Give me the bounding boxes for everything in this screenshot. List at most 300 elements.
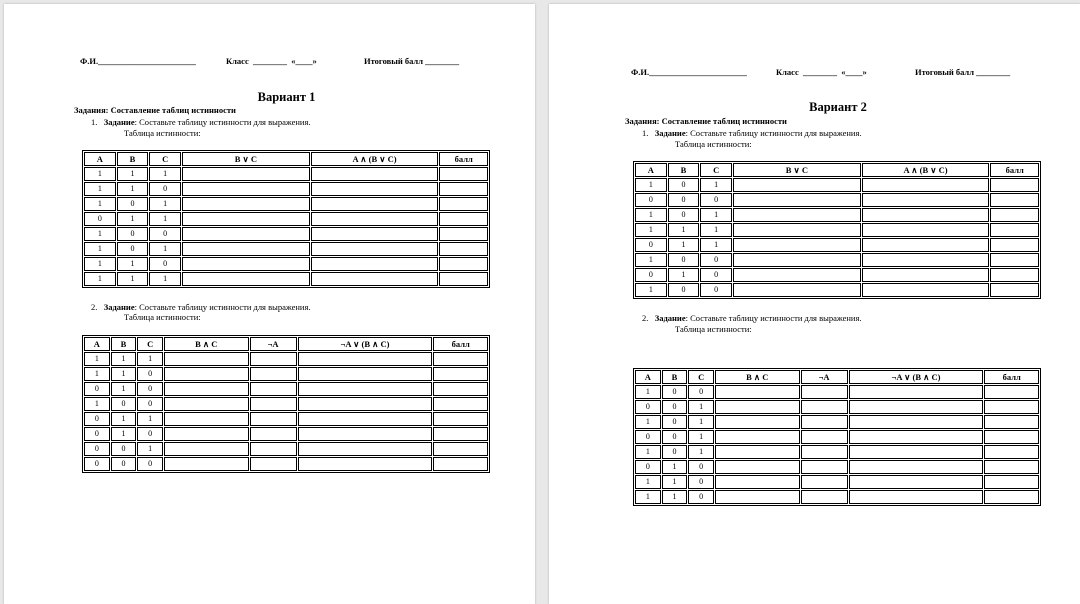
table-row [84,412,488,426]
answer-cell[interactable] [715,445,800,459]
answer-cell[interactable] [311,242,439,256]
answer-cell[interactable] [439,242,488,256]
answer-cell[interactable] [298,457,433,471]
answer-cell[interactable] [298,427,433,441]
table-cell: 0 [635,460,661,474]
table-cell: 0 [84,212,116,226]
answer-cell[interactable] [433,412,488,426]
task-1-line [642,128,862,138]
table-cell: 0 [668,193,700,207]
truth-table-1 [82,150,490,288]
table-cell: 1 [635,283,667,297]
table-cell: 1 [688,430,714,444]
table-cell: 1 [668,238,700,252]
task-text: : Составьте таблицу истинности для выражения. [685,313,862,323]
table-row [84,242,488,256]
table-cell: 1 [635,385,661,399]
answer-cell[interactable] [439,197,488,211]
column-header: B ∧ C [715,370,800,384]
table-cell: 0 [635,400,661,414]
table-cell: 0 [111,457,137,471]
answer-cell[interactable] [433,457,488,471]
table-cell: 1 [117,212,149,226]
table-cell: 0 [137,367,163,381]
answer-cell[interactable] [990,193,1039,207]
table-cell: 0 [688,385,714,399]
table-row [635,223,1039,237]
answer-cell[interactable] [984,430,1039,444]
answer-cell[interactable] [298,352,433,366]
table-cell: 0 [700,283,732,297]
task-number: 2. [642,313,649,323]
table-cell: 1 [700,238,732,252]
table-row [84,272,488,286]
column-header: A [635,370,661,384]
fio-field: Ф.И._______________________ [80,56,196,66]
answer-cell[interactable] [862,223,990,237]
answer-cell[interactable] [990,268,1039,282]
answer-cell[interactable] [164,412,249,426]
table-cell: 1 [635,223,667,237]
table-cell: 1 [662,475,688,489]
task-2-line [642,313,862,323]
answer-cell[interactable] [715,430,800,444]
answer-cell[interactable] [164,442,249,456]
answer-cell[interactable] [250,397,297,411]
table-cell: 1 [635,490,661,504]
answer-cell[interactable] [733,178,861,192]
table-cell: 1 [662,460,688,474]
total-score-field: Итоговый балл ________ [915,67,1011,77]
tasks-heading: Задания: Составление таблиц истинности [625,116,787,126]
column-header: балл [990,163,1039,177]
table-cell: 0 [84,457,110,471]
table-caption: Таблица истинности: [124,312,201,322]
table-cell: 1 [111,352,137,366]
table-cell: 0 [688,475,714,489]
column-header: ¬A [250,337,297,351]
answer-cell[interactable] [182,227,310,241]
task-number: 1. [642,128,649,138]
table-header-row [635,370,1039,384]
answer-cell[interactable] [849,460,984,474]
answer-cell[interactable] [801,490,848,504]
answer-cell[interactable] [164,397,249,411]
table-cell: 0 [668,178,700,192]
table-cell: 0 [137,457,163,471]
table-cell: 0 [635,268,667,282]
answer-cell[interactable] [715,460,800,474]
answer-cell[interactable] [984,490,1039,504]
answer-cell[interactable] [311,167,439,181]
answer-cell[interactable] [990,238,1039,252]
table-cell: 0 [635,193,667,207]
column-header: A [635,163,667,177]
table-cell: 0 [700,193,732,207]
column-header: балл [433,337,488,351]
answer-cell[interactable] [439,272,488,286]
table-cell: 0 [668,253,700,267]
answer-cell[interactable] [990,283,1039,297]
answer-cell[interactable] [733,253,861,267]
table-cell: 1 [635,475,661,489]
table-row [84,182,488,196]
table-row [635,490,1039,504]
table-row [635,208,1039,222]
table-cell: 0 [688,460,714,474]
answer-cell[interactable] [250,412,297,426]
table-cell: 0 [662,385,688,399]
answer-cell[interactable] [862,268,990,282]
answer-cell[interactable] [439,227,488,241]
answer-cell[interactable] [984,415,1039,429]
answer-cell[interactable] [849,475,984,489]
table-cell: 1 [84,197,116,211]
table-row [635,415,1039,429]
task-label: Задание [654,313,686,323]
answer-cell[interactable] [984,385,1039,399]
table-row [635,178,1039,192]
table-row [84,397,488,411]
table-cell: 1 [149,272,181,286]
answer-cell[interactable] [439,212,488,226]
table-row [84,167,488,181]
table-cell: 1 [117,257,149,271]
table-cell: 1 [117,182,149,196]
answer-cell[interactable] [715,385,800,399]
answer-cell[interactable] [984,460,1039,474]
table-row [84,442,488,456]
table-cell: 0 [137,382,163,396]
column-header: C [700,163,732,177]
answer-cell[interactable] [862,283,990,297]
table-cell: 1 [84,257,116,271]
task-1-line [91,117,311,127]
answer-cell[interactable] [311,272,439,286]
table-row [635,400,1039,414]
answer-cell[interactable] [715,400,800,414]
answer-cell[interactable] [439,257,488,271]
table-cell: 0 [84,442,110,456]
task-text: : Составьте таблицу истинности для выражения. [685,128,862,138]
table-cell: 0 [635,238,667,252]
task-label: Задание [103,302,135,312]
table-cell: 1 [84,182,116,196]
table-cell: 0 [117,197,149,211]
table-cell: 0 [117,227,149,241]
task-number: 1. [91,117,98,127]
answer-cell[interactable] [250,352,297,366]
table-cell: 0 [662,415,688,429]
table-cell: 0 [84,427,110,441]
column-header: ¬A ∨ (B ∧ C) [849,370,984,384]
column-header: C [137,337,163,351]
table-cell: 1 [137,412,163,426]
column-header: A ∧ (B ∨ C) [311,152,439,166]
table-cell: 0 [668,208,700,222]
table-cell: 0 [700,268,732,282]
table-cell: 1 [700,208,732,222]
table-cell: 1 [117,272,149,286]
table-cell: 1 [662,490,688,504]
table-cell: 1 [84,367,110,381]
column-header: B [111,337,137,351]
table-cell: 0 [635,430,661,444]
answer-cell[interactable] [182,272,310,286]
answer-cell[interactable] [439,182,488,196]
variant-title: Вариант 1 [257,90,316,104]
table-row [635,430,1039,444]
answer-cell[interactable] [801,460,848,474]
column-header: B ∨ C [733,163,861,177]
answer-cell[interactable] [433,352,488,366]
answer-cell[interactable] [990,253,1039,267]
table-cell: 1 [635,253,667,267]
table-cell: 0 [662,430,688,444]
table-cell: 0 [137,427,163,441]
answer-cell[interactable] [311,182,439,196]
answer-cell[interactable] [801,430,848,444]
table-cell: 1 [111,427,137,441]
column-header: A ∧ (B ∨ C) [862,163,990,177]
answer-cell[interactable] [164,367,249,381]
column-header: B [117,152,149,166]
table-cell: 1 [635,178,667,192]
answer-cell[interactable] [862,208,990,222]
table-cell: 1 [149,242,181,256]
answer-cell[interactable] [733,268,861,282]
table-cell: 1 [84,227,116,241]
table-cell: 1 [700,223,732,237]
answer-cell[interactable] [182,182,310,196]
column-header: C [688,370,714,384]
answer-cell[interactable] [439,167,488,181]
table-cell: 1 [635,208,667,222]
total-score-field: Итоговый балл ________ [364,56,460,66]
answer-cell[interactable] [164,352,249,366]
truth-table-1 [633,161,1041,299]
table-cell: 0 [111,397,137,411]
column-header: B ∧ C [164,337,249,351]
column-header: B [668,163,700,177]
table-cell: 1 [84,272,116,286]
answer-cell[interactable] [849,415,984,429]
table-cell: 1 [149,197,181,211]
table-row [635,445,1039,459]
answer-cell[interactable] [250,367,297,381]
answer-cell[interactable] [733,223,861,237]
table-cell: 0 [84,412,110,426]
answer-cell[interactable] [164,427,249,441]
table-cell: 0 [662,400,688,414]
table-cell: 1 [149,212,181,226]
answer-cell[interactable] [990,223,1039,237]
answer-cell[interactable] [849,385,984,399]
answer-cell[interactable] [715,415,800,429]
table-cell: 1 [84,352,110,366]
table-cell: 1 [700,178,732,192]
table-cell: 1 [117,167,149,181]
answer-cell[interactable] [733,283,861,297]
answer-cell[interactable] [182,257,310,271]
answer-cell[interactable] [250,457,297,471]
answer-cell[interactable] [311,227,439,241]
document-page-2 [549,4,1080,604]
answer-cell[interactable] [250,442,297,456]
table-row [84,457,488,471]
table-cell: 0 [700,253,732,267]
table-cell: 1 [84,242,116,256]
table-cell: 1 [668,268,700,282]
tasks-heading: Задания: Составление таблиц истинности [74,105,236,115]
truth-table-2 [633,368,1041,506]
answer-cell[interactable] [433,442,488,456]
answer-cell[interactable] [298,367,433,381]
table-caption: Таблица истинности: [675,324,752,334]
answer-cell[interactable] [311,197,439,211]
answer-cell[interactable] [250,382,297,396]
table-row [635,283,1039,297]
column-header: B [662,370,688,384]
table-cell: 0 [111,442,137,456]
answer-cell[interactable] [182,212,310,226]
answer-cell[interactable] [311,257,439,271]
document-page-1 [4,4,535,604]
task-text: : Составьте таблицу истинности для выражения. [134,117,311,127]
answer-cell[interactable] [433,382,488,396]
table-cell: 1 [149,167,181,181]
answer-cell[interactable] [984,400,1039,414]
table-cell: 1 [84,397,110,411]
answer-cell[interactable] [849,445,984,459]
class-field: Класс ________ «____» [776,67,867,77]
table-cell: 0 [84,382,110,396]
task-text: : Составьте таблицу истинности для выражения. [134,302,311,312]
column-header: A [84,152,116,166]
table-row [635,253,1039,267]
task-2-line [91,302,311,312]
table-row [635,238,1039,252]
table-row [84,257,488,271]
column-header: B ∨ C [182,152,310,166]
answer-cell[interactable] [715,475,800,489]
table-header-row [84,337,488,351]
table-row [635,475,1039,489]
column-header: ¬A ∨ (B ∧ C) [298,337,433,351]
table-row [84,212,488,226]
answer-cell[interactable] [182,197,310,211]
table-cell: 1 [111,412,137,426]
table-cell: 0 [662,445,688,459]
answer-cell[interactable] [849,490,984,504]
answer-cell[interactable] [733,238,861,252]
answer-cell[interactable] [298,442,433,456]
column-header: C [149,152,181,166]
table-cell: 0 [117,242,149,256]
answer-cell[interactable] [182,167,310,181]
answer-cell[interactable] [433,397,488,411]
table-header-row [84,152,488,166]
truth-table-2 [82,335,490,473]
answer-cell[interactable] [298,412,433,426]
table-cell: 1 [635,415,661,429]
answer-cell[interactable] [990,208,1039,222]
column-header: балл [984,370,1039,384]
table-cell: 1 [137,442,163,456]
answer-cell[interactable] [801,475,848,489]
table-cell: 1 [688,400,714,414]
task-label: Задание [103,117,135,127]
answer-cell[interactable] [164,457,249,471]
class-field: Класс ________ «____» [226,56,317,66]
table-row [84,427,488,441]
table-row [84,227,488,241]
task-label: Задание [654,128,686,138]
answer-cell[interactable] [801,415,848,429]
table-cell: 1 [688,445,714,459]
table-cell: 1 [137,352,163,366]
table-cell: 0 [149,227,181,241]
table-row [635,460,1039,474]
answer-cell[interactable] [164,382,249,396]
table-row [635,193,1039,207]
table-cell: 1 [688,415,714,429]
answer-cell[interactable] [862,178,990,192]
answer-cell[interactable] [250,427,297,441]
answer-cell[interactable] [990,178,1039,192]
column-header: A [84,337,110,351]
answer-cell[interactable] [433,427,488,441]
task-number: 2. [91,302,98,312]
answer-cell[interactable] [862,238,990,252]
table-caption: Таблица истинности: [124,128,201,138]
answer-cell[interactable] [984,445,1039,459]
answer-cell[interactable] [801,400,848,414]
table-row [635,268,1039,282]
answer-cell[interactable] [298,397,433,411]
table-caption: Таблица истинности: [675,139,752,149]
table-cell: 1 [635,445,661,459]
table-cell: 0 [668,283,700,297]
column-header: балл [439,152,488,166]
answer-cell[interactable] [715,490,800,504]
answer-cell[interactable] [182,242,310,256]
variant-title: Вариант 2 [809,100,867,114]
table-cell: 0 [688,490,714,504]
table-row [84,382,488,396]
answer-cell[interactable] [801,385,848,399]
answer-cell[interactable] [733,193,861,207]
table-cell: 1 [111,367,137,381]
table-cell: 1 [84,167,116,181]
answer-cell[interactable] [862,193,990,207]
answer-cell[interactable] [849,430,984,444]
answer-cell[interactable] [311,212,439,226]
table-cell: 1 [668,223,700,237]
answer-cell[interactable] [733,208,861,222]
answer-cell[interactable] [984,475,1039,489]
table-row [84,367,488,381]
table-cell: 0 [149,182,181,196]
answer-cell[interactable] [862,253,990,267]
answer-cell[interactable] [849,400,984,414]
answer-cell[interactable] [801,445,848,459]
table-header-row [635,163,1039,177]
answer-cell[interactable] [298,382,433,396]
answer-cell[interactable] [433,367,488,381]
fio-field: Ф.И._______________________ [631,67,747,77]
table-cell: 0 [137,397,163,411]
